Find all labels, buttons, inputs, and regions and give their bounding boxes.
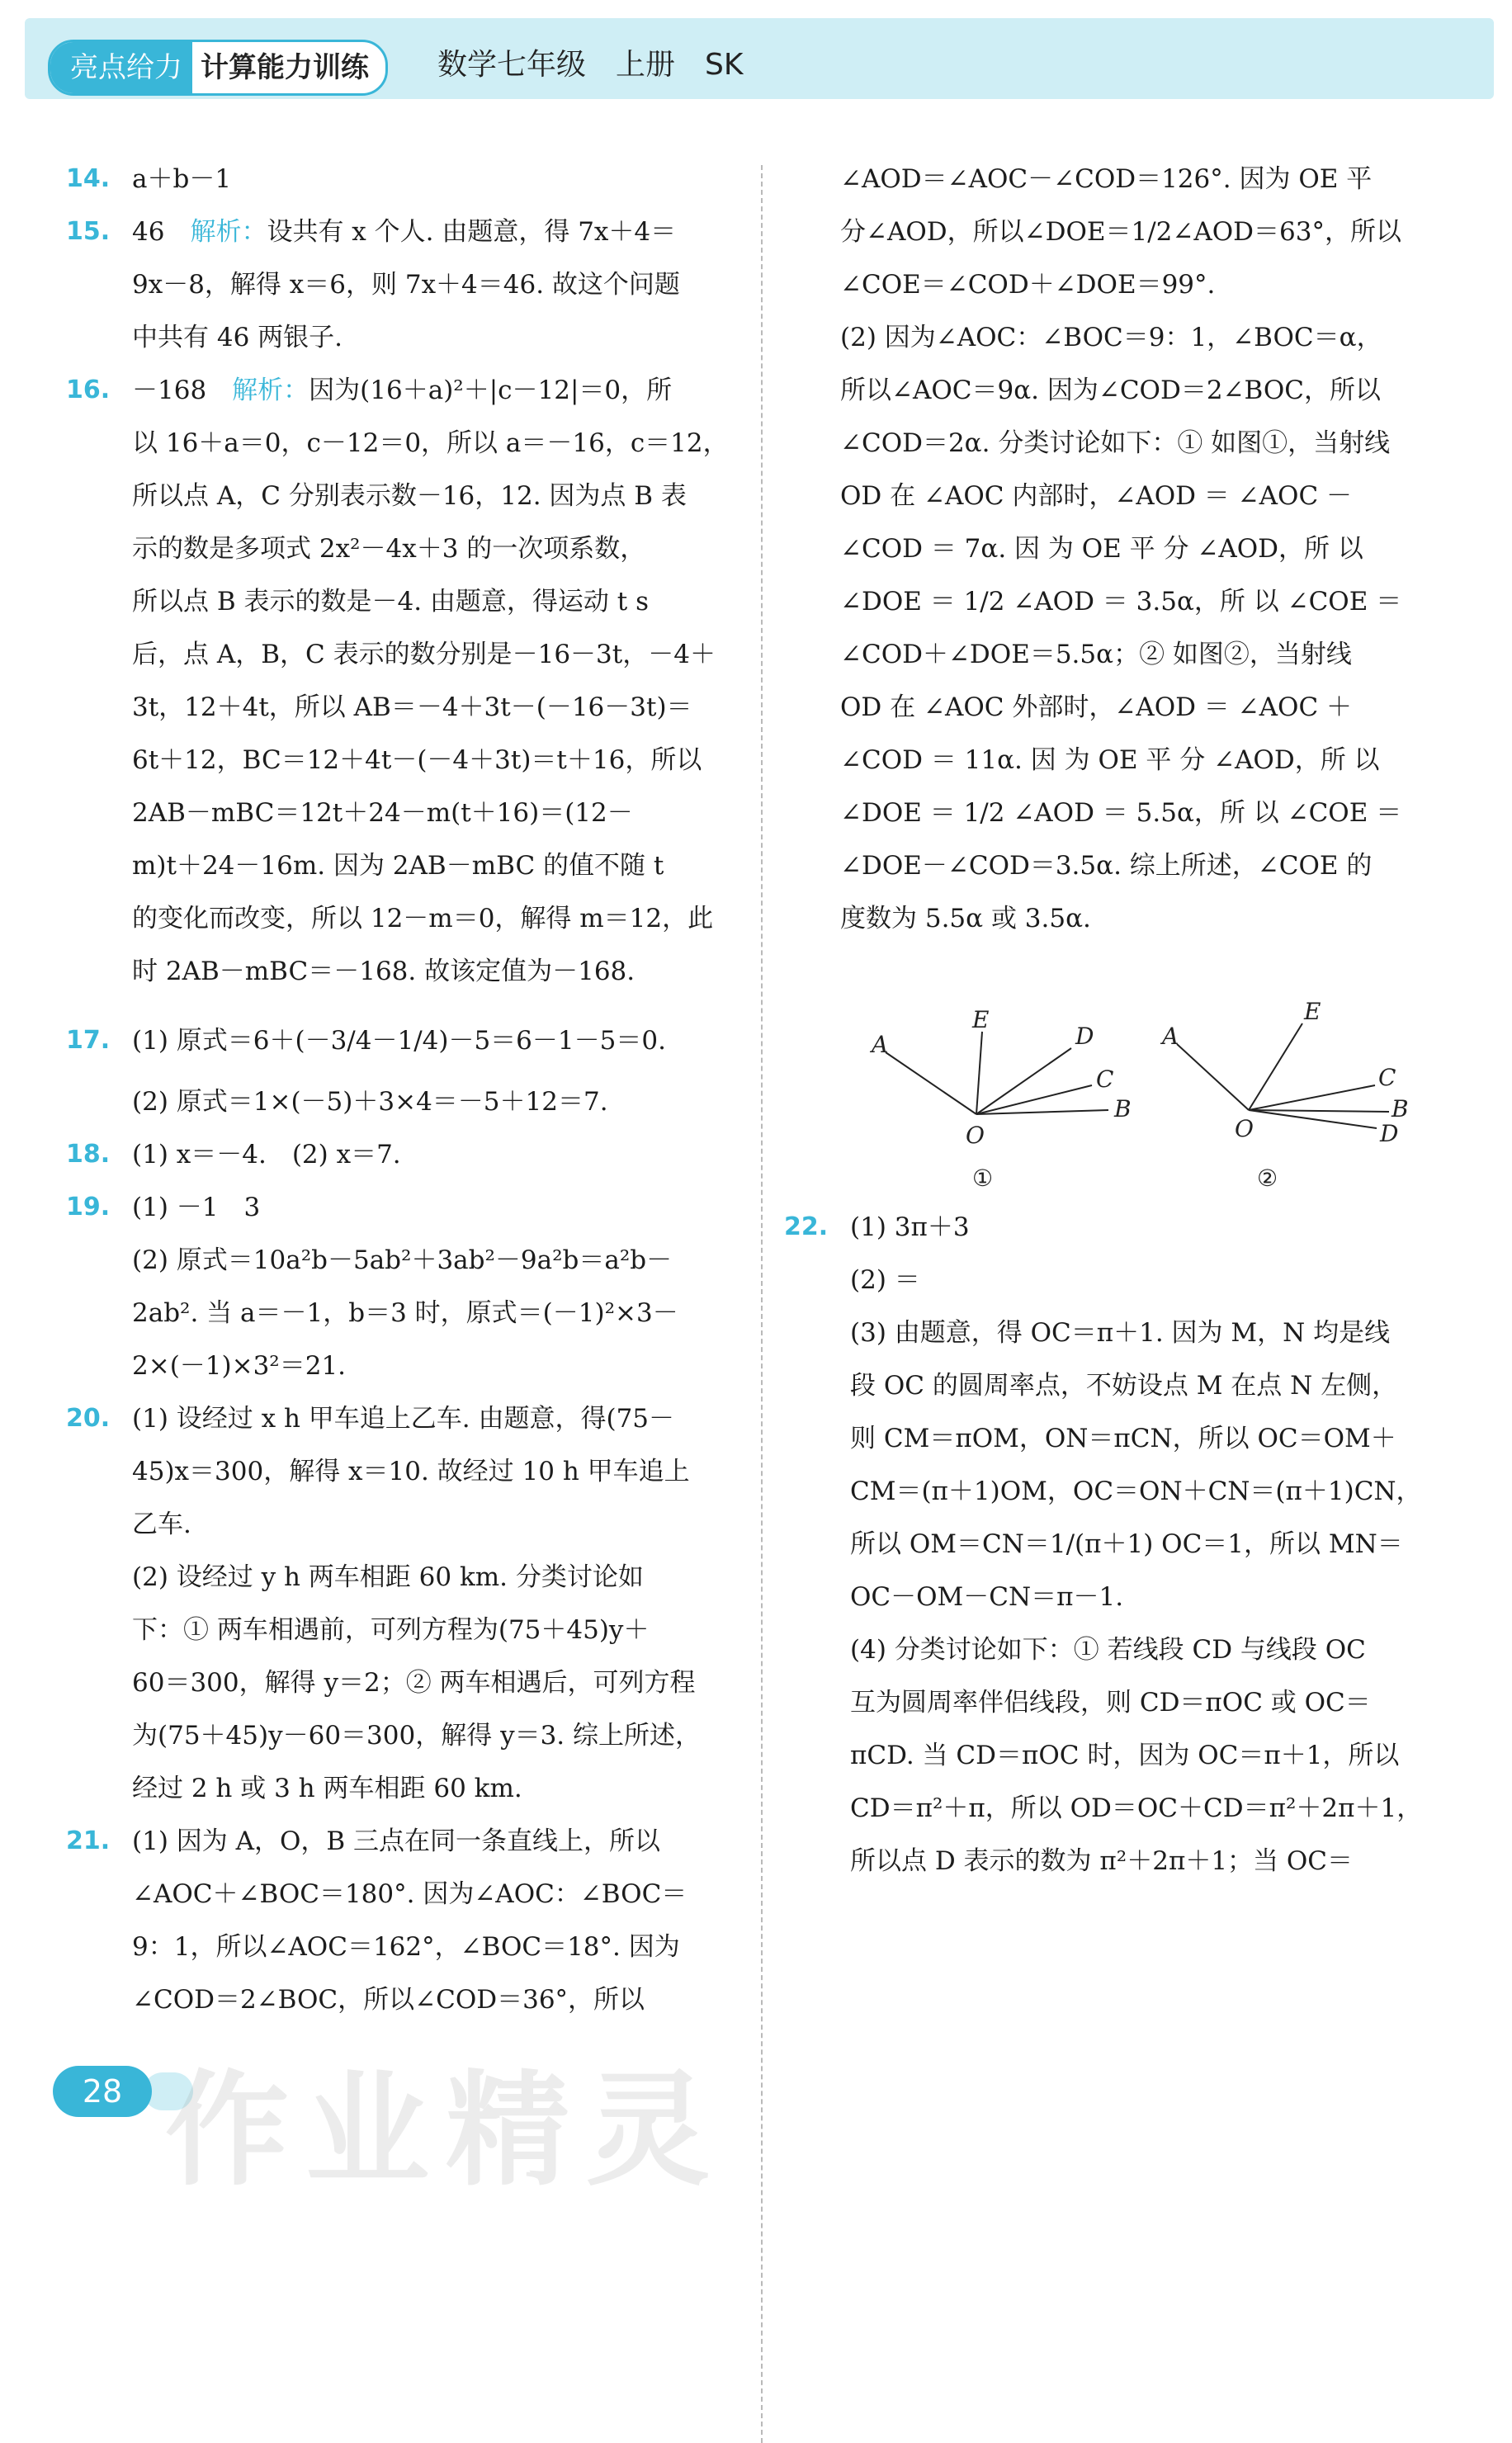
analysis-label: 解析： <box>190 217 267 247</box>
answer-17 <box>66 1014 728 1128</box>
answer-line: (2) 因为∠AOC：∠BOC＝9：1，∠BOC＝α， <box>840 323 1382 352</box>
page-number: 28 <box>53 2066 152 2117</box>
answer-line: 分∠AOD，所以∠DOE＝1/2∠AOD＝63°，所以 <box>840 217 1401 247</box>
question-number: 22. <box>784 1212 829 1241</box>
answer-line: ∠DOE－∠COD＝3.5α. 综上所述，∠COE 的 <box>840 851 1373 881</box>
question-number: 20. <box>66 1404 111 1433</box>
answer-line: (1) －1 3 <box>132 1193 261 1222</box>
answer-line: OC－OM－CN＝π－1. <box>850 1582 1124 1612</box>
analysis-label: 解析： <box>232 376 309 405</box>
fig2-caption: ② <box>1257 1165 1278 1192</box>
fig1-label-c: C <box>1096 1066 1114 1093</box>
fig1-label-b: B <box>1114 1095 1132 1122</box>
question-number: 17. <box>66 1026 111 1055</box>
answer-line: (3) 由题意，得 OC＝π＋1. 因为 M，N 均是线 <box>850 1318 1391 1348</box>
answer-line: ∠DOE ＝ 1/2 ∠AOD ＝ 3.5α，所 以 ∠COE ＝ <box>840 587 1402 617</box>
ray-oc <box>976 1085 1092 1114</box>
answer-line <box>132 206 728 258</box>
fig1-label-d: D <box>1075 1023 1094 1050</box>
fig1-label-o: O <box>966 1122 985 1149</box>
fig2-label-c: C <box>1378 1064 1396 1091</box>
answer-line: OD 在 ∠AOC 外部时，∠AOD ＝ ∠AOC ＋ <box>840 692 1353 722</box>
answer-line: OD 在 ∠AOC 内部时，∠AOD ＝ ∠AOC － <box>840 481 1353 511</box>
answer-line: ∠COD ＝ 7α. 因 为 OE 平 分 ∠AOD，所 以 <box>840 534 1363 564</box>
answer-line: 则 CM＝πOM，ON＝πCN，所以 OC＝OM＋ <box>850 1424 1396 1453</box>
answer-20 <box>66 1392 728 1815</box>
ray-oa <box>1177 1044 1249 1110</box>
answer-line: ∠COD＝2α. 分类讨论如下：① 如图①，当射线 <box>840 428 1391 458</box>
answer-line: 互为圆周率伴侣线段，则 CD＝πOC 或 OC＝ <box>850 1688 1371 1718</box>
fig1-caption: ① <box>972 1165 994 1192</box>
answer-line: ∠DOE ＝ 1/2 ∠AOD ＝ 5.5α，所 以 ∠COE ＝ <box>840 798 1402 828</box>
ray-ob <box>976 1110 1108 1114</box>
answer-line: 度数为 5.5α 或 3.5α. <box>840 904 1091 933</box>
ray-ob <box>1249 1110 1389 1112</box>
subject-title: 数学七年级 上册 SK <box>437 48 744 82</box>
answer-line: CD＝π²＋π，所以 OD＝OC＋CD＝π²＋2π＋1， <box>850 1793 1423 1823</box>
question-number: 14. <box>66 164 111 193</box>
answer-line: 所以点 A，C 分别表示数－16，12. 因为点 B 表 <box>132 481 687 511</box>
answer-line: 所以 OM＝CN＝1/(π＋1) OC＝1，所以 MN＝ <box>850 1529 1403 1559</box>
ray-od <box>1249 1110 1377 1128</box>
answer-18 <box>66 1128 728 1181</box>
answer-21 <box>66 1815 728 2026</box>
answer-line: 所以∠AOC＝9α. 因为∠COD＝2∠BOC，所以 <box>840 376 1382 405</box>
answer-line: ∠COD＋∠DOE＝5.5α；② 如图②，当射线 <box>840 640 1352 669</box>
answer-line: (1) x＝－4. (2) x＝7. <box>132 1140 401 1170</box>
answer-line: (1) 设经过 x h 甲车追上乙车. 由题意，得(75－ <box>132 1404 675 1434</box>
answer-line: 3t，12＋4t，所以 AB＝－4＋3t－(－16－3t)＝ <box>132 692 692 722</box>
question-number: 18. <box>66 1140 111 1169</box>
answer-15 <box>66 206 728 364</box>
ray-oe <box>1249 1023 1302 1110</box>
brand-right-label: 计算能力训练 <box>201 51 369 84</box>
answer-line: πCD. 当 CD＝πOC 时，因为 OC＝π＋1，所以 <box>850 1741 1400 1770</box>
ray-od <box>976 1048 1071 1114</box>
answer-line: 2AB－mBC＝12t＋24－m(t＋16)＝(12－ <box>132 798 633 828</box>
answer-line: 经过 2 h 或 3 h 两车相距 60 km. <box>132 1774 522 1803</box>
brand-left-label: 亮点给力 <box>50 42 192 93</box>
answer-line <box>132 364 728 417</box>
fig2-label-o: O <box>1235 1115 1254 1142</box>
answer-line: 后，点 A，B，C 表示的数分别是－16－3t，－4＋ <box>132 640 716 669</box>
answer-line: m)t＋24－16m. 因为 2AB－mBC 的值不随 t <box>132 851 664 881</box>
answer-line: 2ab². 当 a＝－1，b＝3 时，原式＝(－1)²×3－ <box>132 1298 678 1328</box>
answer-line: 以 16＋a＝0，c－12＝0，所以 a＝－16，c＝12， <box>132 428 729 458</box>
answer-line: 所以点 D 表示的数为 π²＋2π＋1；当 OC＝ <box>850 1846 1354 1876</box>
answer-line: ∠AOD＝∠AOC－∠COD＝126°. 因为 OE 平 <box>840 164 1373 194</box>
answer-line: 2×(－1)×3²＝21. <box>132 1351 347 1381</box>
answer-line: (1) 因为 A，O，B 三点在同一条直线上，所以 <box>132 1826 661 1856</box>
answer-line: 60＝300，解得 y＝2；② 两车相遇后，可列方程 <box>132 1668 696 1698</box>
answer-line: (1) 原式＝6＋(－3/4－1/4)－5＝6－1－5＝0. <box>132 1026 666 1056</box>
answer-text: 设共有 x 个人. 由题意，得 7x＋4＝ <box>267 217 677 247</box>
answer-line: CM＝(π＋1)OM，OC＝ON＋CN＝(π＋1)CN， <box>850 1477 1422 1506</box>
answer-line: 9：1，所以∠AOC＝162°，∠BOC＝18°. 因为 <box>132 1932 680 1962</box>
fig2-label-b: B <box>1392 1095 1409 1122</box>
answer-line: (2) 原式＝10a²b－5ab²＋3ab²－9a²b＝a²b－ <box>132 1245 673 1275</box>
fig2-label-a: A <box>1162 1023 1179 1050</box>
answer-line: (2) ＝ <box>850 1265 920 1295</box>
angle-figures <box>840 962 1454 1201</box>
fig2-label-e: E <box>1304 998 1321 1025</box>
answer-line: (2) 原式＝1×(－5)＋3×4＝－5＋12＝7. <box>132 1087 608 1117</box>
answer-line: 的变化而改变，所以 12－m＝0，解得 m＝12，此 <box>132 904 714 933</box>
answer-line: 为(75＋45)y－60＝300，解得 y＝3. 综上所述， <box>132 1721 702 1751</box>
answer-line: 时 2AB－mBC＝－168. 故该定值为－168. <box>132 957 636 986</box>
answer-line: a＋b－1 <box>132 164 232 194</box>
column-divider <box>761 165 763 2443</box>
question-number: 19. <box>66 1193 111 1222</box>
figure-2 <box>1177 1023 1389 1128</box>
answer-value: －168 <box>132 376 233 405</box>
answer-line: ∠COE＝∠COD＋∠DOE＝99°. <box>840 270 1216 300</box>
question-number: 15. <box>66 217 111 246</box>
answer-line: (2) 设经过 y h 两车相距 60 km. 分类讨论如 <box>132 1562 644 1592</box>
question-number: 16. <box>66 376 111 404</box>
answer-line: (4) 分类讨论如下：① 若线段 CD 与线段 OC <box>850 1635 1366 1665</box>
fig2-label-d: D <box>1380 1120 1399 1147</box>
fig1-label-a: A <box>872 1031 889 1058</box>
ray-oe <box>976 1032 982 1114</box>
answer-line: 示的数是多项式 2x²－4x＋3 的一次项系数， <box>132 534 646 564</box>
watermark: 作业精灵 <box>165 2059 727 2203</box>
answer-line: (1) 3π＋3 <box>850 1212 970 1242</box>
answer-16 <box>66 364 728 998</box>
question-number: 21. <box>66 1826 111 1855</box>
ray-oc <box>1249 1085 1375 1110</box>
answer-line: 所以点 B 表示的数是－4. 由题意，得运动 t s <box>132 587 649 617</box>
answer-line: ∠COD ＝ 11α. 因 为 OE 平 分 ∠AOD，所 以 <box>840 745 1380 775</box>
answer-line: 9x－8，解得 x＝6，则 7x＋4＝46. 故这个问题 <box>132 270 680 300</box>
answer-line: ∠AOC＋∠BOC＝180°. 因为∠AOC：∠BOC＝ <box>132 1879 687 1909</box>
answer-line: 段 OC 的圆周率点，不妨设点 M 在点 N 左侧， <box>850 1371 1398 1401</box>
answer-line: 乙车. <box>132 1510 191 1539</box>
answer-line: 45)x＝300，解得 x＝10. 故经过 10 h 甲车追上 <box>132 1457 690 1486</box>
left-column <box>66 153 728 2026</box>
answer-value: 46 <box>132 217 191 247</box>
answer-19 <box>66 1181 728 1392</box>
answer-line: 中共有 46 两银子. <box>132 323 343 352</box>
answer-text: 因为(16＋a)²＋|c－12|＝0，所 <box>309 376 673 405</box>
answer-14 <box>66 153 728 206</box>
answer-line: 下：① 两车相遇前，可列方程为(75＋45)y＋ <box>132 1615 650 1645</box>
answer-line: ∠COD＝2∠BOC，所以∠COD＝36°，所以 <box>132 1985 645 2015</box>
fig1-label-e: E <box>972 1006 990 1033</box>
right-column <box>784 153 1454 1888</box>
answer-line: 6t＋12，BC＝12＋4t－(－4＋3t)＝t＋16，所以 <box>132 745 702 775</box>
ray-oa <box>886 1052 976 1114</box>
answer-22 <box>784 1201 1454 1888</box>
brand-badge <box>48 40 388 96</box>
angle-figures-svg <box>840 962 1454 1201</box>
